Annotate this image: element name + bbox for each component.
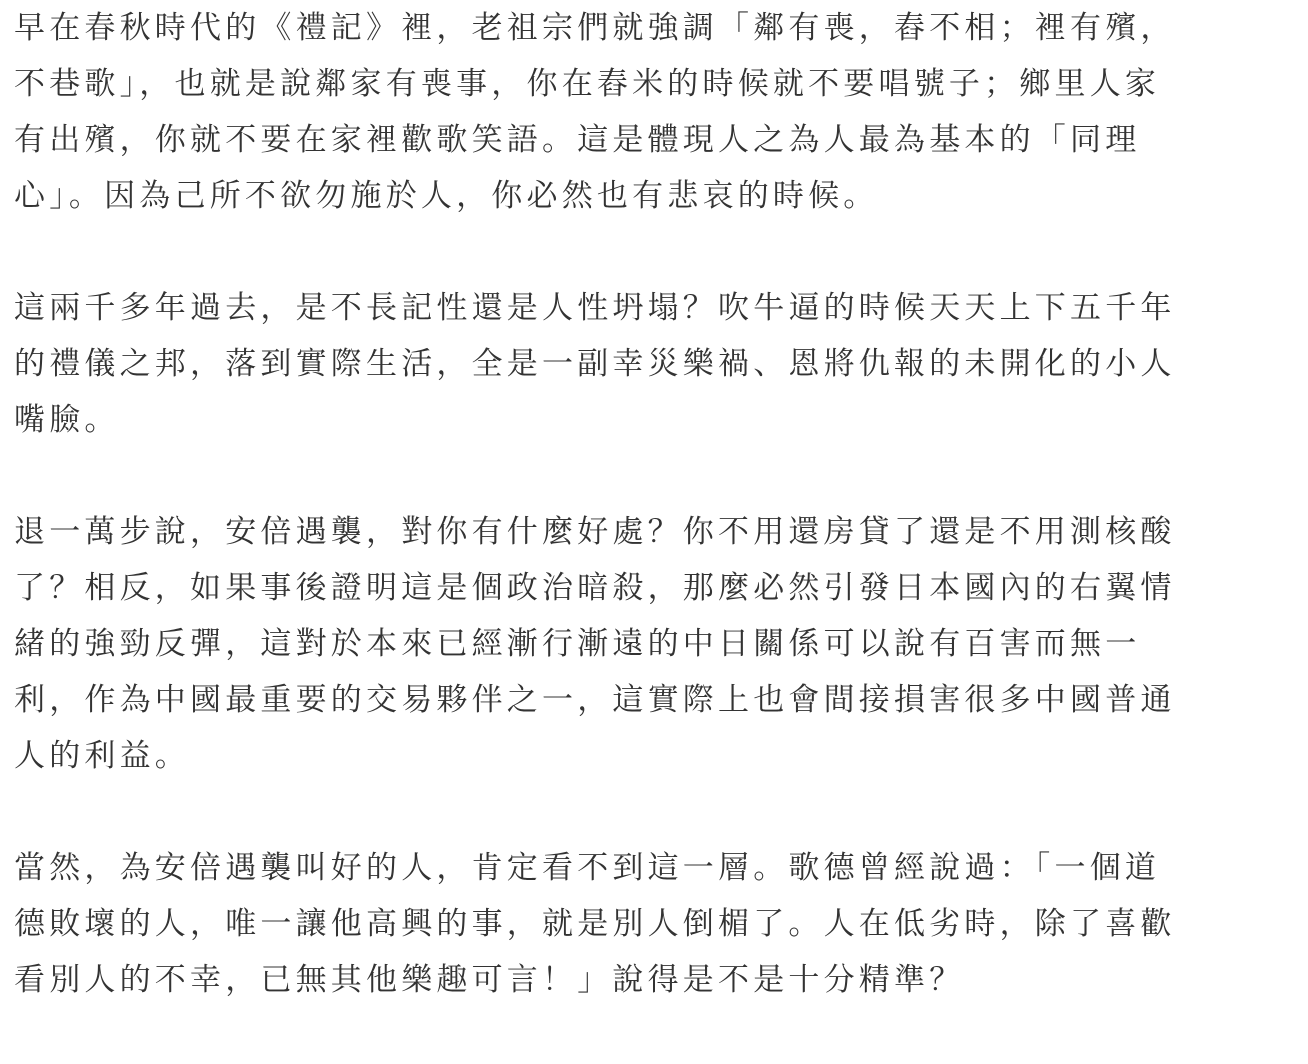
- text-line: 這兩千多年過去，是不長記性還是人性坍塌？吹牛逼的時候天天上下五千年: [14, 290, 1176, 326]
- text-line: 當然，為安倍遇襲叫好的人，肯定看不到這一層。歌德曾經說過：「一個道: [14, 850, 1161, 886]
- text-line: 有出殯，你就不要在家裡歡歌笑語。這是體現人之為人最為基本的「同理: [14, 122, 1141, 158]
- text-line: 了？相反，如果事後證明這是個政治暗殺，那麼必然引發日本國內的右翼情: [14, 570, 1176, 606]
- article-body: [14, 0, 1294, 1064]
- text-line: 心」。因為己所不欲勿施於人，你必然也有悲哀的時候。: [14, 178, 879, 214]
- text-line: 利，作為中國最重要的交易夥伴之一，這實際上也會間接損害很多中國普通: [14, 682, 1176, 718]
- paragraph-1: [14, 0, 1294, 224]
- text-line: 嘴臉。: [14, 402, 120, 438]
- text-line: 的禮儀之邦，落到實際生活，全是一副幸災樂禍、恩將仇報的未開化的小人: [14, 346, 1176, 382]
- paragraph-3: [14, 504, 1294, 784]
- paragraph-4: [14, 840, 1294, 1008]
- text-line: 退一萬步說，安倍遇襲，對你有什麼好處？你不用還房貸了還是不用測核酸: [14, 514, 1176, 550]
- text-line: 德敗壞的人，唯一讓他高興的事，就是別人倒楣了。人在低劣時，除了喜歡: [14, 906, 1176, 942]
- text-line: 緒的強勁反彈，這對於本來已經漸行漸遠的中日關係可以說有百害而無一: [14, 626, 1141, 662]
- text-line: 不巷歌」，也就是說鄰家有喪事，你在舂米的時候就不要唱號子；鄉里人家: [14, 66, 1161, 102]
- paragraph-2: [14, 280, 1294, 448]
- text-line: 看別人的不幸，已無其他樂趣可言！」說得是不是十分精準？: [14, 962, 965, 998]
- text-line: 人的利益。: [14, 738, 190, 774]
- text-line: 早在春秋時代的《禮記》裡，老祖宗們就強調「鄰有喪，舂不相；裡有殯，: [14, 10, 1176, 46]
